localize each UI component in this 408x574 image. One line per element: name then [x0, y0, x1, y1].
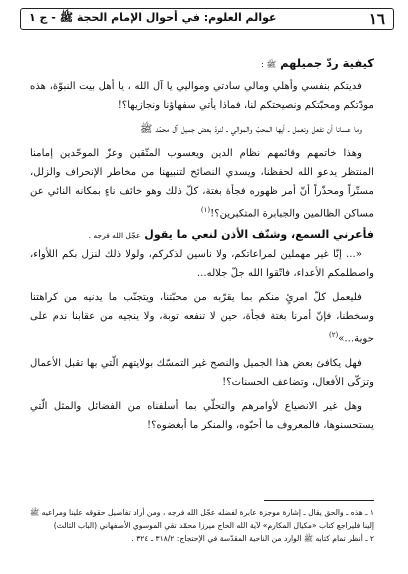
- quote-paragraph-1: «... إنّا غير مهملين لمراعاتكم، ولا ناسين لذكركم، ولولا ذلك لنزل بكم اللأواء، واصطلمكم الأعداء، فاتّقوا الله جلّ جلاله...: [30, 249, 374, 280]
- section-heading-2: [30, 228, 374, 241]
- running-title: عوالم العلوم: في أحوال الإمام الحجة ﷺ - ج ١: [29, 11, 277, 24]
- page-header: [20, 8, 394, 30]
- footnote-2: ٢ ـ أنظر تمام كتابه ﷺ الوارد من الناحية المقدّسة في الإحتجاج: ٣١٨/٢ ـ ٣٢٤ .: [131, 534, 374, 543]
- section-heading-1: [30, 56, 374, 71]
- page-number: ١٦: [368, 10, 385, 28]
- section-heading-2-text: فأعرني السمع، وشنّف الأذن لنعي ما يقول: [144, 228, 374, 242]
- paragraph-3: [30, 144, 374, 223]
- closing-paragraph-2: وهل غير الانصياع لأوامرهم والتحلّي بما أسلفناه من الفضائل والمثل الّتي يستحسنوها، فالمعروف ما أحبّوه، والمنكر ما أبغضوه؟!: [30, 400, 374, 431]
- footnote-1: ١ ـ هذه ـ والحق يقال ـ إشارة موجزة عابرة لفضله عجّل الله فرجه ، ومن أراد تفاصيل حقوقه علينا ومراعيه ﷺ إلينا فليراجع كتاب «مكيال المكارم» لآية الله الحاج ميرزا محمّد تقي الموسوي الأصفهاني (الباب الثالث): [30, 508, 374, 530]
- footnote-ref-1: (١): [200, 206, 211, 214]
- footnote-ref-2: (٢): [328, 331, 339, 340]
- closing-paragraph-1: فهل يكافئ بعض هذا الجميل والنصح غير التمسّك بولايتهم الّتي بها تقبل الأعمال وتزكّى الأفعال، وتضاعف الحسنات؟!: [30, 357, 374, 388]
- paragraph-2: وما عسانا أن نفعل ونعمل ـ أيها المحبّ والموالي ـ لنردّ بعض جميل آل محمّد ﷺ: [139, 124, 362, 135]
- paragraph-1: فديتكم بنفسي وأهلي ومالي سادتي ومواليي يا آل الله ، يا أهل بيت النبوّة، هذه مودّتكم ومحبّتكم ونصيحتكم لنا، فماذا يأتي سفهاؤنا ونجازيها؟!: [30, 81, 374, 111]
- quote-paragraph-2-text: فليعمل كلّ امرئٍ منكم بما يقرّبه من محبّتنا، ويتجنّب ما يدنيه من كراهتنا وسخطنا، فإنّ أمرنا بغتة فجأة، حين لا تنفعه توبة، ولا ينجيه من عقابنا ندم على حوبة...»: [30, 292, 374, 345]
- section-heading-2-attribution: عجّل الله فرجه .: [88, 231, 141, 241]
- footnotes: [30, 506, 374, 545]
- footnote-divider: [264, 500, 374, 501]
- main-text: [30, 56, 374, 440]
- paragraph-3-text: وهذا خاتمهم وقائمهم نظام الدين ويعسوب المتّقين وعزّ الموحّدين إمامنا المنتظر يدعو الله لحفظنا، ويسدي النصائح لتنبيهنا من مخاطر الإنحراف والزلل، مستّراً ومحذّراً أنّ أمر ظهوره فجأة بغتة، كلّ ذلك وهو خائف ناءٍ بمكانه النائي عن مساكن الظالمين والجبابرة المتكبرين؟!: [30, 148, 374, 220]
- quote-paragraph-2: [30, 288, 374, 348]
- section-heading-1-honorific: ﷺ :: [261, 60, 277, 69]
- section-heading-1-text: كيفية ردّ جميلهم: [280, 56, 374, 70]
